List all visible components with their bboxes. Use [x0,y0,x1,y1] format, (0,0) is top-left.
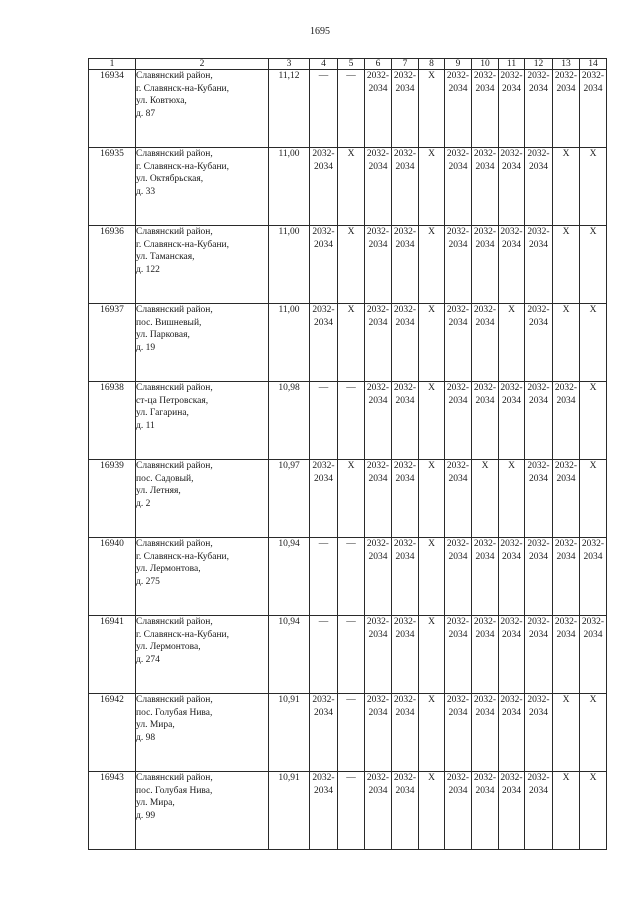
period-cell: 2032- 2034 [553,382,580,460]
period-cell: 2032- 2034 [525,694,553,772]
period-cell: 2032- 2034 [553,460,580,538]
page-number: 1695 [310,26,330,37]
table-body [89,70,607,850]
column-header: 7 [392,59,419,70]
period-cell: X [338,148,365,226]
period-cell: 2032- 2034 [392,616,419,694]
period-cell: — [338,70,365,148]
table-row [89,304,607,382]
period-cell: 2032- 2034 [365,382,392,460]
period-cell: 2032- 2034 [365,772,392,850]
period-cell: — [310,616,338,694]
table-row [89,616,607,694]
column-header: 5 [338,59,365,70]
area-cell: 10,97 [269,460,310,538]
period-cell: X [419,694,445,772]
period-cell: 2032- 2034 [472,304,499,382]
period-cell: 2032- 2034 [580,70,607,148]
record-number: 16935 [89,148,136,226]
period-cell: — [338,616,365,694]
table-row [89,70,607,148]
period-cell: — [338,772,365,850]
area-cell: 10,98 [269,382,310,460]
table-row [89,226,607,304]
period-cell: 2032- 2034 [445,772,472,850]
period-cell: X [419,460,445,538]
period-cell: 2032- 2034 [365,460,392,538]
period-cell: 2032- 2034 [580,538,607,616]
period-cell: X [419,226,445,304]
period-cell: 2032- 2034 [499,772,525,850]
period-cell: 2032- 2034 [525,538,553,616]
column-header: 10 [472,59,499,70]
period-cell: X [499,304,525,382]
period-cell: X [553,694,580,772]
record-number: 16936 [89,226,136,304]
period-cell: 2032- 2034 [310,148,338,226]
period-cell: 2032- 2034 [525,70,553,148]
record-number: 16941 [89,616,136,694]
period-cell: 2032- 2034 [472,382,499,460]
period-cell: 2032- 2034 [499,694,525,772]
period-cell: X [419,304,445,382]
period-cell: X [419,148,445,226]
period-cell: 2032- 2034 [445,460,472,538]
period-cell: 2032- 2034 [392,694,419,772]
period-cell: 2032- 2034 [499,148,525,226]
period-cell: 2032- 2034 [365,304,392,382]
record-number: 16943 [89,772,136,850]
address-cell: Славянский район, пос. Голубая Нива, ул. Мира, д. 99 [136,772,269,850]
period-cell: — [310,538,338,616]
period-cell: X [580,382,607,460]
period-cell: X [419,382,445,460]
column-header: 6 [365,59,392,70]
header-row [89,59,607,70]
period-cell: — [338,538,365,616]
period-cell: 2032- 2034 [472,616,499,694]
period-cell: 2032- 2034 [499,226,525,304]
period-cell: 2032- 2034 [525,460,553,538]
period-cell: X [472,460,499,538]
period-cell: 2032- 2034 [392,304,419,382]
column-header: 2 [136,59,269,70]
period-cell: 2032- 2034 [365,538,392,616]
period-cell: X [580,694,607,772]
period-cell: 2032- 2034 [392,148,419,226]
period-cell: 2032- 2034 [580,616,607,694]
period-cell: — [338,694,365,772]
period-cell: — [310,382,338,460]
column-header: 12 [525,59,553,70]
period-cell: X [419,616,445,694]
period-cell: 2032- 2034 [553,538,580,616]
period-cell: 2032- 2034 [445,226,472,304]
period-cell: 2032- 2034 [445,304,472,382]
table-row [89,382,607,460]
period-cell: — [338,382,365,460]
record-number: 16940 [89,538,136,616]
address-cell: Славянский район, пос. Вишневый, ул. Парковая, д. 19 [136,304,269,382]
area-cell: 11,12 [269,70,310,148]
period-cell: 2032- 2034 [365,70,392,148]
period-cell: X [553,226,580,304]
table-row [89,772,607,850]
period-cell: 2032- 2034 [365,616,392,694]
record-number: 16942 [89,694,136,772]
period-cell: 2032- 2034 [445,382,472,460]
period-cell: 2032- 2034 [310,226,338,304]
period-cell: X [580,772,607,850]
record-number: 16939 [89,460,136,538]
period-cell: 2032- 2034 [445,70,472,148]
period-cell: 2032- 2034 [553,70,580,148]
period-cell: 2032- 2034 [472,772,499,850]
column-header: 4 [310,59,338,70]
area-cell: 11,00 [269,226,310,304]
period-cell: 2032- 2034 [525,148,553,226]
address-cell: Славянский район, пос. Садовый, ул. Летняя, д. 2 [136,460,269,538]
address-cell: Славянский район, пос. Голубая Нива, ул. Мира, д. 98 [136,694,269,772]
period-cell: X [580,148,607,226]
period-cell: 2032- 2034 [472,538,499,616]
period-cell: 2032- 2034 [392,538,419,616]
area-cell: 10,94 [269,616,310,694]
address-cell: Славянский район, ст-ца Петровская, ул. Гагарина, д. 11 [136,382,269,460]
period-cell: X [419,772,445,850]
period-cell: 2032- 2034 [392,460,419,538]
column-header: 14 [580,59,607,70]
address-cell: Славянский район, г. Славянск-на-Кубани, ул. Лермонтова, д. 275 [136,538,269,616]
table-row [89,538,607,616]
period-cell: X [553,148,580,226]
period-cell: X [553,772,580,850]
area-cell: 11,00 [269,304,310,382]
period-cell: X [338,304,365,382]
column-header: 1 [89,59,136,70]
period-cell: 2032- 2034 [553,616,580,694]
address-cell: Славянский район, г. Славянск-на-Кубани, ул. Таманская, д. 122 [136,226,269,304]
period-cell: 2032- 2034 [525,226,553,304]
table-row [89,148,607,226]
period-cell: 2032- 2034 [499,382,525,460]
period-cell: X [553,304,580,382]
period-cell: X [419,70,445,148]
period-cell: 2032- 2034 [365,226,392,304]
period-cell: 2032- 2034 [392,382,419,460]
period-cell: 2032- 2034 [445,148,472,226]
column-header: 8 [419,59,445,70]
period-cell: 2032- 2034 [310,772,338,850]
period-cell: 2032- 2034 [365,148,392,226]
period-cell: X [580,460,607,538]
column-header: 11 [499,59,525,70]
period-cell: 2032- 2034 [392,772,419,850]
period-cell: 2032- 2034 [472,148,499,226]
period-cell: 2032- 2034 [445,538,472,616]
register-table [88,58,607,850]
table-row [89,694,607,772]
period-cell: — [310,70,338,148]
period-cell: X [499,460,525,538]
period-cell: 2032- 2034 [525,616,553,694]
period-cell: 2032- 2034 [525,772,553,850]
period-cell: X [580,226,607,304]
period-cell: X [338,226,365,304]
period-cell: 2032- 2034 [525,304,553,382]
period-cell: X [419,538,445,616]
period-cell: X [338,460,365,538]
address-cell: Славянский район, г. Славянск-на-Кубани, ул. Ковтюха, д. 87 [136,70,269,148]
period-cell: 2032- 2034 [499,538,525,616]
period-cell: 2032- 2034 [472,694,499,772]
period-cell: 2032- 2034 [525,382,553,460]
address-cell: Славянский район, г. Славянск-на-Кубани, ул. Лермонтова, д. 274 [136,616,269,694]
period-cell: 2032- 2034 [392,226,419,304]
record-number: 16937 [89,304,136,382]
area-cell: 11,00 [269,148,310,226]
column-header: 3 [269,59,310,70]
period-cell: 2032- 2034 [445,694,472,772]
period-cell: 2032- 2034 [472,70,499,148]
record-number: 16938 [89,382,136,460]
record-number: 16934 [89,70,136,148]
period-cell: 2032- 2034 [472,226,499,304]
address-cell: Славянский район, г. Славянск-на-Кубани, ул. Октябрьская, д. 33 [136,148,269,226]
period-cell: 2032- 2034 [499,70,525,148]
column-header: 13 [553,59,580,70]
period-cell: 2032- 2034 [499,616,525,694]
period-cell: 2032- 2034 [310,694,338,772]
period-cell: 2032- 2034 [365,694,392,772]
period-cell: 2032- 2034 [392,70,419,148]
period-cell: 2032- 2034 [310,460,338,538]
table-row [89,460,607,538]
period-cell: 2032- 2034 [445,616,472,694]
area-cell: 10,91 [269,772,310,850]
period-cell: 2032- 2034 [310,304,338,382]
area-cell: 10,91 [269,694,310,772]
column-header: 9 [445,59,472,70]
area-cell: 10,94 [269,538,310,616]
period-cell: X [580,304,607,382]
